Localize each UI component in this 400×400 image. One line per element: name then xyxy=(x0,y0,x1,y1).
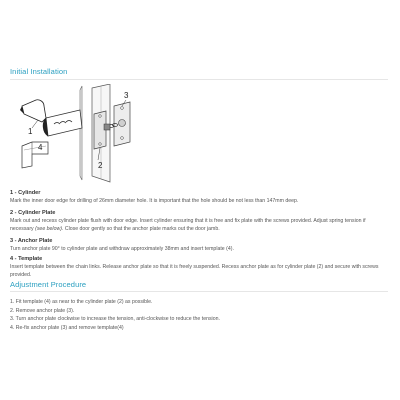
callout-4: 4 xyxy=(38,143,43,152)
adjustment-procedure-heading: Adjustment Procedure xyxy=(10,280,87,289)
step-1-title: 1 - Cylinder xyxy=(10,190,41,196)
callout-3: 3 xyxy=(124,91,129,100)
heading-divider xyxy=(10,291,388,292)
step-4-title: 4 - Template xyxy=(10,256,43,262)
list-item: 3. Turn anchor plate clockwise to increase the tension, anti-clockwise to reduce the tension. xyxy=(10,316,220,323)
list-item: 1. Fit template (4) as near to the cylinder plate (2) as possible. xyxy=(10,299,153,305)
step-3-body: Turn anchor plate 90° to cylinder plate and withdraw approximately 38mm and insert template (4). xyxy=(10,246,234,252)
adjustment-list xyxy=(10,298,220,332)
heading-divider xyxy=(10,79,388,80)
step-3-title: 3 - Anchor Plate xyxy=(10,238,53,244)
step-2-title: 2 - Cylinder Plate xyxy=(10,210,56,216)
step-1-body: Mark the inner door edge for drilling of 26mm diameter hole. It is important that the hole should be not less than 147mm deep. xyxy=(10,198,299,204)
callout-2: 2 xyxy=(98,161,103,170)
list-item: 4. Re-fix anchor plate (3) and remove template(4) xyxy=(10,324,124,331)
callout-1: 1 xyxy=(28,127,33,136)
step-4-body: Insert template between the chain links. Release anchor plate so that it is freely suspended. Recess anchor plate as for cylinder plate (2) and secure with screws provided. xyxy=(10,264,379,279)
list-item: 2. Remove anchor plate (3). xyxy=(10,307,75,314)
installation-illustration xyxy=(18,84,146,184)
initial-installation-heading: Initial Installation xyxy=(10,67,68,76)
instruction-page xyxy=(10,0,392,400)
step-2-body: Mark out and recess cylinder plate flush with door edge. Insert cylinder ensuring that it is free and fix plate with the screws provided. Adjust spring tension if necessary (see below). Close door gently so that the anchor plate marks out the door jamb. xyxy=(10,218,366,233)
